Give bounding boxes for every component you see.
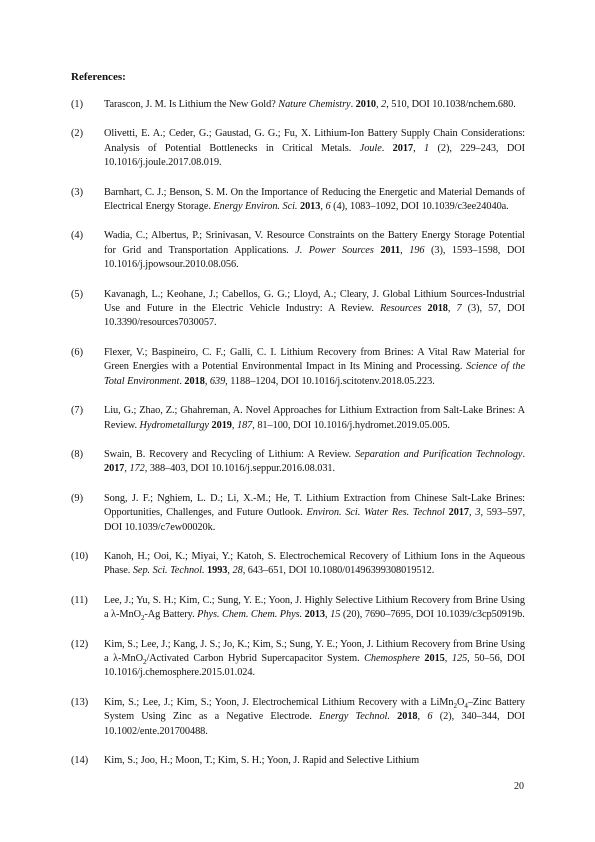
reference-text [104, 754, 525, 768]
reference-segment: , [231, 419, 237, 431]
reference-year: 2017 [104, 463, 125, 475]
reference-text [104, 288, 525, 331]
reference-segment: Kim, S.; Joo, H.; Moon, T.; Kim, S. H.; Yoon, J. Rapid and Selective Lithium [104, 755, 420, 766]
reference-segment: . [350, 99, 356, 110]
reference-segment: , 510, DOI 10.1038/nchem.680. [386, 99, 516, 110]
reference-italic-text: Sep. Sci. Technol. [132, 565, 205, 577]
reference-year: 2015 [424, 652, 445, 664]
reference-italic-text: 15 [330, 609, 341, 621]
reference-italic-text: Energy Environ. Sci. [213, 201, 298, 213]
reference-segment: . [179, 375, 185, 387]
reference-italic-text: Separation and Purification Technology [354, 448, 523, 460]
reference-number: (14) [71, 755, 89, 766]
reference-year: 1993 [207, 565, 228, 577]
reference-entry [71, 98, 525, 112]
reference-segment: Lee, J.; Yu, S. H.; Kim, C.; Sung, Y. E.; Yoon, J. Highly Selective Lithium Recovery from Brine Using a λ-MnO [104, 594, 525, 621]
reference-entry [71, 550, 525, 579]
reference-text [104, 638, 525, 681]
reference-text [104, 696, 525, 739]
reference-year: 2011 [380, 244, 401, 256]
reference-segment: (2), 340–344, DOI 10.1002/ente.201700488. [104, 711, 525, 737]
reference-italic-text: 7 [456, 303, 462, 315]
reference-number: (10) [71, 550, 89, 562]
reference-segment: Liu, G.; Zhao, Z.; Ghahreman, A. Novel Approaches for Lithium Extraction from Salt-Lake Brines: A Review. [104, 405, 525, 431]
subscript: 4 [464, 701, 468, 710]
reference-year: 2017 [392, 142, 414, 154]
reference-entry [71, 448, 525, 477]
reference-text [104, 594, 525, 623]
reference-number: (11) [71, 594, 88, 606]
reference-segment: Kavanagh, L.; Keohane, J.; Cabellos, G. G.; Lloyd, A.; Cleary, J. Global Lithium Sources-Industrial Use and Future in the Electric Vehicle Industry: A Review. [104, 288, 525, 315]
reference-segment: , [400, 244, 410, 256]
reference-segment: O [456, 696, 465, 708]
reference-segment: , [227, 565, 233, 577]
reference-segment: (2), 229–243, DOI 10.1016/j.joule.2017.08.019. [104, 142, 525, 169]
reference-segment: Wadia, C.; Albertus, P.; Srinivasan, V. Resource Constraints on the Battery Energy Storage Potential for Grid and Transportation Applications. [104, 230, 525, 256]
reference-segment: /Activated Carbon Hybrid Supercapacitor System. [146, 652, 365, 664]
reference-italic-text: 28 [232, 565, 243, 577]
reference-text [104, 346, 525, 389]
reference-italic-text: 196 [409, 244, 425, 256]
reference-text [104, 127, 525, 170]
reference-italic-text: Energy Technol. [319, 711, 390, 723]
reference-segment: , 81–100, DOI 10.1016/j.hydromet.2019.05.005. [252, 419, 450, 431]
reference-italic-text: 6 [325, 201, 331, 213]
reference-year: 2018 [184, 375, 205, 387]
reference-segment: , [320, 201, 326, 213]
reference-segment: , [325, 609, 331, 621]
reference-italic-text: 187 [236, 419, 253, 431]
reference-segment: -Ag Battery. [144, 609, 198, 621]
reference-entry [71, 404, 525, 433]
reference-segment: Swain, B. Recovery and Recycling of Lithium: A Review. [104, 448, 355, 460]
reference-italic-text: J. Power Sources [295, 244, 374, 256]
reference-entry [71, 696, 525, 739]
reference-year: 2018 [427, 303, 448, 315]
reference-number: (6) [71, 346, 84, 358]
reference-number: (12) [71, 638, 89, 650]
reference-entry [71, 186, 525, 215]
reference-italic-text: 172 [129, 463, 145, 475]
references-heading: References: [71, 71, 126, 83]
reference-segment: , [376, 99, 382, 110]
reference-segment: . [381, 142, 393, 154]
reference-number: (13) [71, 696, 89, 708]
reference-segment: –Zinc Battery System Using Zinc as a Negative Electrode. [104, 696, 525, 723]
reference-text [104, 550, 525, 579]
reference-text [104, 448, 525, 477]
subscript: 2 [140, 614, 145, 623]
reference-italic-text: 1 [423, 142, 430, 154]
subscript: 2 [453, 701, 457, 710]
reference-text [104, 98, 525, 112]
reference-italic-text: 125 [451, 652, 468, 664]
reference-segment: Kim, S.; Lee, J.; Kang, J. S.; Jo, K.; Kim, S.; Sung, Y. E.; Yoon, J. Lithium Recovery from Brine Using a λ-MnO [104, 638, 525, 664]
reference-segment: Tarascon, J. M. Is Lithium the New Gold? [104, 99, 279, 110]
reference-segment: (3), 1593–1598, DOI 10.1016/j.jpowsour.2010.08.056. [104, 244, 525, 271]
reference-segment: , [417, 711, 428, 723]
reference-italic-text: Hydrometallurgy [139, 419, 209, 431]
reference-number: (2) [71, 128, 84, 140]
reference-number: (3) [71, 186, 84, 198]
reference-segment: , [469, 507, 476, 519]
reference-segment: Olivetti, E. A.; Ceder, G.; Gaustad, G. G.; Fu, X. Lithium-Ion Battery Supply Chain Considerations: Analysis of Potential Bottlenecks in Critical Metals. [104, 128, 525, 154]
reference-year: 2019 [211, 419, 232, 431]
reference-segment: , 1188–1204, DOI 10.1016/j.scitotenv.2018.05.223. [225, 375, 435, 387]
reference-segment: Barnhart, C. J.; Benson, S. M. On the Importance of Reducing the Energetic and Material Demands of Electrical Energy Storage. [104, 186, 525, 213]
reference-segment: (4), 1083–1092, DOI 10.1039/c3ee24040a. [330, 201, 509, 213]
reference-segment: , [444, 652, 452, 664]
reference-italic-text: 2 [381, 99, 387, 110]
subscript: 2 [143, 658, 147, 667]
reference-number: (4) [71, 230, 84, 242]
reference-number: (1) [71, 99, 84, 110]
reference-number: (9) [71, 492, 84, 504]
reference-entry [71, 127, 525, 170]
reference-entry [71, 754, 525, 768]
reference-segment: (20), 7690–7695, DOI 10.1039/c3cp50919b. [340, 609, 525, 621]
reference-text [104, 229, 525, 272]
reference-list [71, 98, 525, 783]
reference-text [104, 404, 525, 433]
reference-segment: (3), 57, DOI 10.3390/resources7030057. [104, 303, 525, 329]
reference-italic-text: Environ. Sci. Water Res. Technol [306, 507, 445, 519]
reference-segment: , 643–651, DOI 10.1080/01496399308019512. [242, 565, 435, 577]
reference-segment: , [447, 303, 457, 315]
reference-text [104, 492, 525, 535]
reference-entry [71, 638, 525, 681]
reference-italic-text: 639 [209, 375, 226, 387]
reference-entry [71, 492, 525, 535]
reference-number: (8) [71, 448, 84, 460]
reference-year: 2013 [299, 201, 321, 213]
reference-segment: , 593–597, DOI 10.1039/c7ew00020k. [104, 507, 525, 533]
reference-entry [71, 229, 525, 272]
reference-segment: , [124, 463, 130, 475]
reference-segment: Kanoh, H.; Ooi, K.; Miyai, Y.; Katoh, S. Electrochemical Recovery of Lithium Ions in the Aqueous Phase. [104, 550, 525, 577]
reference-italic-text: 6 [427, 711, 433, 723]
reference-segment: , 50–56, DOI 10.1016/j.chemosphere.2015.01.024. [104, 652, 525, 679]
reference-segment: , [413, 142, 424, 154]
reference-italic-text: Resources [379, 303, 422, 315]
reference-entry [71, 594, 525, 623]
reference-segment: . [522, 448, 525, 460]
reference-italic-text: Chemosphere [364, 652, 420, 664]
reference-entry [71, 346, 525, 389]
reference-segment: , [204, 375, 210, 387]
reference-year: 2013 [304, 609, 326, 621]
reference-text [104, 186, 525, 215]
reference-italic-text: Science of the Total Environment [104, 361, 525, 387]
reference-italic-text: Nature Chemistry [278, 99, 351, 110]
reference-italic-text: Joule [359, 142, 382, 154]
reference-number: (7) [71, 405, 84, 417]
reference-italic-text: Phys. Chem. Chem. Phys. [197, 609, 303, 621]
reference-segment: Kim, S.; Lee, J.; Kim, S.; Yoon, J. Electrochemical Lithium Recovery with a LiMn [104, 696, 454, 708]
reference-number: (5) [71, 288, 84, 300]
reference-year: 2010 [355, 99, 377, 110]
reference-year: 2018 [397, 711, 418, 723]
reference-year: 2017 [448, 507, 469, 519]
reference-segment: Song, J. F.; Nghiem, L. D.; Li, X.-M.; He, T. Lithium Extraction from Chinese Salt-Lake Brines: Opportunities, Challenges, and Future Outlook. [104, 492, 525, 519]
reference-segment: , 388–403, DOI 10.1016/j.seppur.2016.08.031. [144, 463, 336, 475]
reference-italic-text: 3 [475, 507, 481, 519]
page-number: 20 [514, 781, 524, 792]
reference-entry [71, 288, 525, 331]
reference-segment: Flexer, V.; Baspineiro, C. F.; Galli, C. I. Lithium Recovery from Brines: A Vital Raw Material for Green Energies with a Potential Environmental Impact in Its Mining and Processing. [104, 346, 525, 373]
